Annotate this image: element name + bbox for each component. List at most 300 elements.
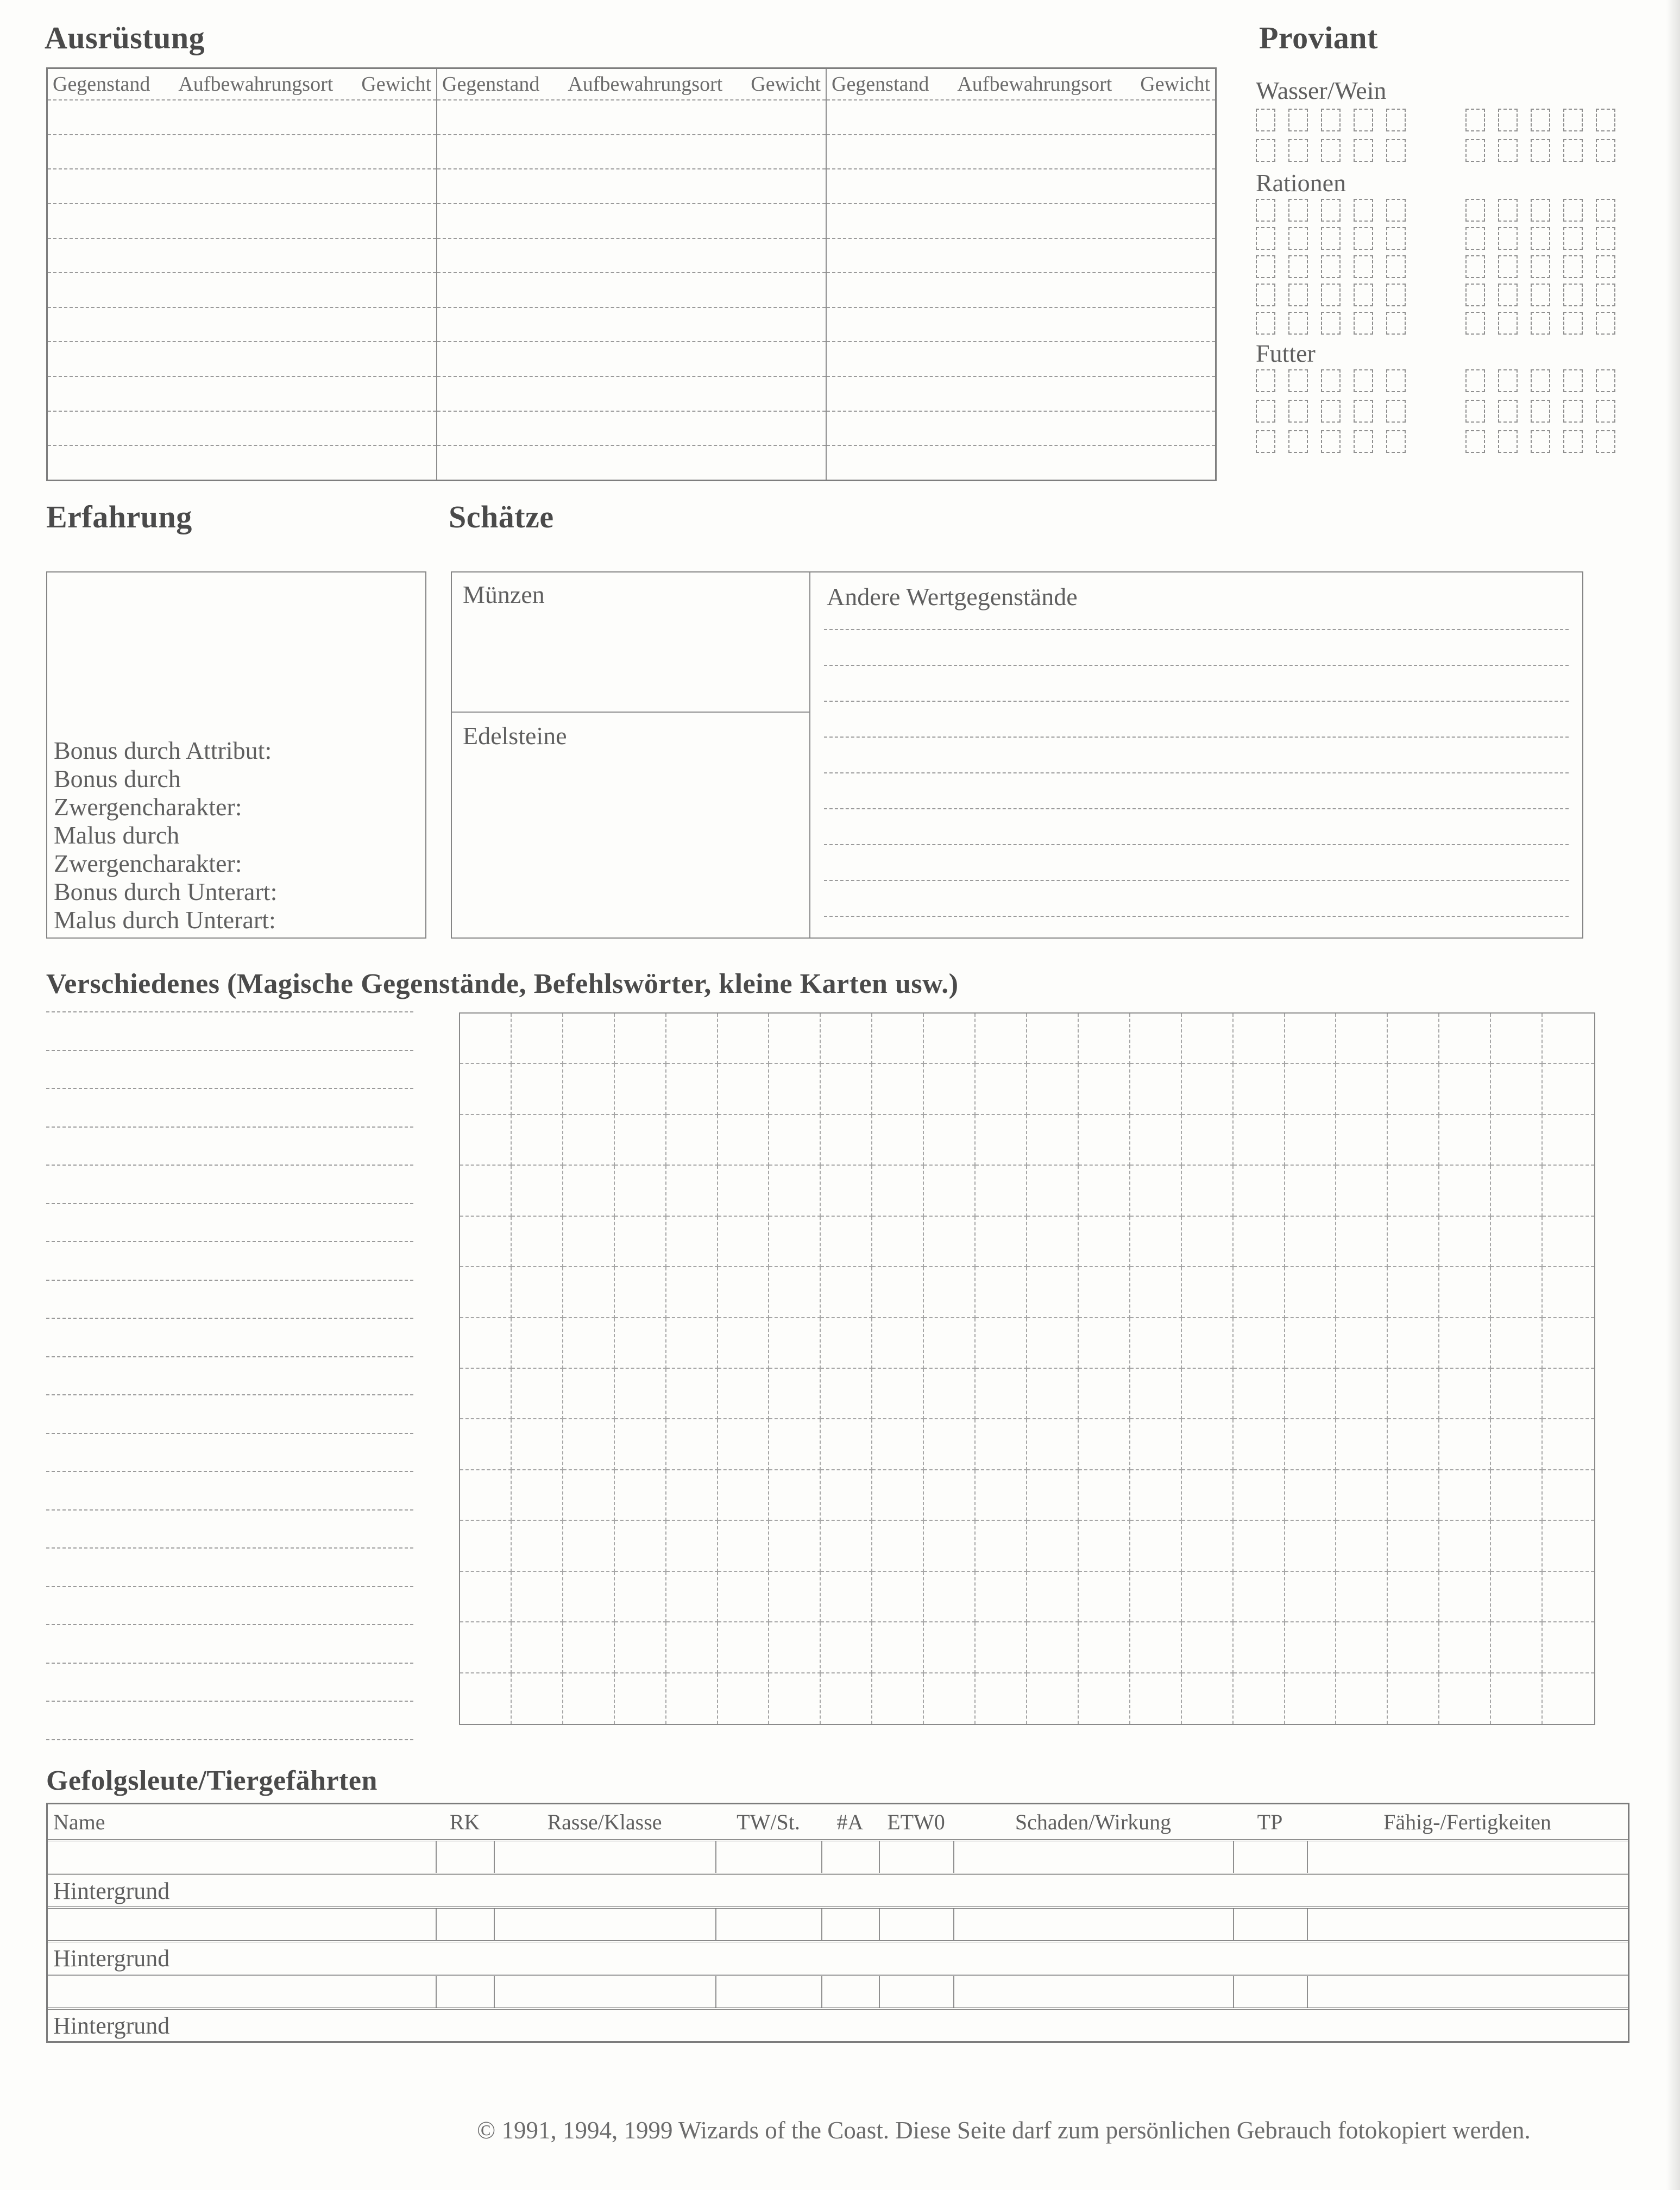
grid-cell xyxy=(1182,1318,1234,1369)
grid-cell xyxy=(1388,1521,1439,1571)
grid-cell xyxy=(563,1622,615,1673)
provision-checkbox xyxy=(1596,400,1615,423)
provision-checkbox xyxy=(1531,139,1550,162)
note-line xyxy=(46,1241,413,1242)
grid-cell xyxy=(1491,1572,1543,1622)
grid-cell xyxy=(1130,1521,1182,1571)
grid-cell xyxy=(718,1419,770,1470)
grid-cell xyxy=(666,1318,718,1369)
provisions-label: Rationen xyxy=(1256,169,1346,197)
grid-cell xyxy=(666,1622,718,1673)
grid-cell xyxy=(460,1217,512,1267)
provision-checkbox xyxy=(1288,430,1308,453)
grid-cell xyxy=(1079,1521,1130,1571)
experience-title: Erfahrung xyxy=(46,499,192,534)
grid-cell xyxy=(1439,1521,1491,1571)
grid-cell xyxy=(615,1369,666,1419)
grid-cell xyxy=(1491,1115,1543,1166)
provision-checkbox xyxy=(1596,430,1615,453)
grid-cell xyxy=(924,1521,976,1571)
checkbox-group xyxy=(1465,430,1615,453)
grid-cell xyxy=(1234,1318,1285,1369)
grid-cell xyxy=(512,1521,563,1571)
checkbox-group xyxy=(1465,312,1615,335)
grid-cell xyxy=(460,1622,512,1673)
grid-cell xyxy=(1285,1267,1337,1318)
grid-cell xyxy=(1543,1064,1594,1115)
provision-checkbox xyxy=(1563,139,1583,162)
checkbox-row xyxy=(1256,312,1619,335)
provision-checkbox xyxy=(1498,255,1518,278)
grid-cell xyxy=(666,1521,718,1571)
grid-cell xyxy=(1079,1166,1130,1216)
grid-cell xyxy=(1543,1419,1594,1470)
grid-cell xyxy=(1027,1419,1079,1470)
grid-cell xyxy=(1234,1369,1285,1419)
grid-cell xyxy=(1388,1014,1439,1064)
provision-checkbox xyxy=(1386,400,1406,423)
equipment-header-label: Gewicht xyxy=(1140,73,1210,96)
provision-checkbox xyxy=(1596,227,1615,250)
grid-cell xyxy=(769,1014,821,1064)
provision-checkbox xyxy=(1563,312,1583,335)
provision-checkbox xyxy=(1288,109,1308,131)
grid-cell xyxy=(1182,1014,1234,1064)
grid-cell xyxy=(872,1419,924,1470)
note-line xyxy=(46,1624,413,1625)
grid-cell xyxy=(666,1673,718,1724)
roster-stat-cell xyxy=(494,1976,715,2007)
grid-cell xyxy=(1388,1166,1439,1216)
grid-cell xyxy=(1130,1419,1182,1470)
provision-checkbox xyxy=(1531,284,1550,306)
checkbox-group xyxy=(1256,430,1406,453)
roster-stat-cell xyxy=(879,1841,953,1873)
grid-cell xyxy=(1079,1419,1130,1470)
equipment-table xyxy=(46,67,1217,481)
grid-cell xyxy=(666,1166,718,1216)
grid-cell xyxy=(718,1470,770,1521)
grid-cell xyxy=(718,1115,770,1166)
provision-checkbox xyxy=(1531,430,1550,453)
provision-checkbox xyxy=(1256,284,1275,306)
grid-cell xyxy=(1079,1572,1130,1622)
grid-cell xyxy=(1388,1318,1439,1369)
provision-checkbox xyxy=(1354,430,1373,453)
treasure-left-column xyxy=(452,572,810,937)
roster-header-cell: RK xyxy=(449,1809,480,1834)
grid-cell xyxy=(1491,1318,1543,1369)
checkbox-group xyxy=(1256,400,1406,423)
grid-cell xyxy=(1285,1673,1337,1724)
grid-cell xyxy=(512,1470,563,1521)
grid-cell xyxy=(1543,1166,1594,1216)
roster-stat-cell xyxy=(715,1909,821,1940)
roster-background-row xyxy=(48,1873,1628,1906)
checkbox-group xyxy=(1465,109,1615,131)
grid-cell xyxy=(821,1369,872,1419)
provision-checkbox xyxy=(1386,199,1406,222)
grid-cell xyxy=(1285,1166,1337,1216)
provision-checkbox xyxy=(1256,430,1275,453)
grid-cell xyxy=(769,1470,821,1521)
grid-cell xyxy=(1491,1419,1543,1470)
provision-checkbox xyxy=(1498,430,1518,453)
provision-checkbox xyxy=(1465,430,1485,453)
roster-stat-cell xyxy=(953,1909,1233,1940)
roster-stat-row xyxy=(48,1839,1628,1873)
grid-cell xyxy=(1027,1470,1079,1521)
grid-cell xyxy=(563,1166,615,1216)
grid-cell xyxy=(1079,1318,1130,1369)
grid-cell xyxy=(563,1318,615,1369)
grid-cell xyxy=(615,1318,666,1369)
grid-cell xyxy=(1491,1014,1543,1064)
followers-table xyxy=(46,1803,1629,2043)
grid-cell xyxy=(512,1622,563,1673)
grid-cell xyxy=(563,1014,615,1064)
grid-cell xyxy=(872,1673,924,1724)
roster-background-row xyxy=(48,2007,1628,2041)
roster-header-cell: TW/St. xyxy=(737,1809,800,1834)
roster-stat-cell xyxy=(879,1976,953,2007)
grid-cell xyxy=(615,1521,666,1571)
grid-cell xyxy=(1388,1673,1439,1724)
grid-cell xyxy=(1234,1217,1285,1267)
grid-cell xyxy=(1336,1115,1388,1166)
grid-cell xyxy=(769,1217,821,1267)
grid-cell xyxy=(1543,1217,1594,1267)
equipment-row xyxy=(827,238,1215,273)
equipment-row xyxy=(437,100,826,134)
grid-cell xyxy=(512,1673,563,1724)
grid-cell xyxy=(872,1115,924,1166)
roster-stat-cell xyxy=(715,1976,821,2007)
grid-cell xyxy=(976,1217,1027,1267)
provision-checkbox xyxy=(1498,227,1518,250)
equipment-row xyxy=(48,134,436,169)
note-line xyxy=(46,1471,413,1472)
provision-checkbox xyxy=(1256,312,1275,335)
grid-cell xyxy=(1130,1217,1182,1267)
grid-cell xyxy=(821,1521,872,1571)
provision-checkbox xyxy=(1288,369,1308,392)
roster-background-label: Hintergrund xyxy=(53,2012,170,2039)
grid-cell xyxy=(1182,1267,1234,1318)
grid-cell xyxy=(821,1572,872,1622)
grid-cell xyxy=(615,1267,666,1318)
grid-cell xyxy=(718,1572,770,1622)
roster-header-cell: Schaden/Wirkung xyxy=(1015,1809,1172,1834)
experience-box xyxy=(46,571,426,939)
grid-cell xyxy=(1285,1521,1337,1571)
provision-checkbox xyxy=(1288,227,1308,250)
valuables-line xyxy=(824,844,1569,845)
grid-cell xyxy=(718,1217,770,1267)
provision-checkbox xyxy=(1354,312,1373,335)
grid-cell xyxy=(615,1115,666,1166)
grid-cell xyxy=(718,1318,770,1369)
grid-cell xyxy=(924,1369,976,1419)
grid-cell xyxy=(1543,1572,1594,1622)
grid-cell xyxy=(821,1115,872,1166)
grid-cell xyxy=(718,1014,770,1064)
grid-cell xyxy=(769,1572,821,1622)
grid-cell xyxy=(1027,1166,1079,1216)
checkbox-group xyxy=(1256,255,1406,278)
grid-cell xyxy=(1439,1217,1491,1267)
valuables-line xyxy=(824,737,1569,738)
grid-cell xyxy=(872,1572,924,1622)
provision-checkbox xyxy=(1386,255,1406,278)
grid-cell xyxy=(872,1521,924,1571)
grid-cell xyxy=(924,1419,976,1470)
grid-cell xyxy=(1439,1064,1491,1115)
grid-cell xyxy=(1079,1267,1130,1318)
grid-cell xyxy=(718,1369,770,1419)
provision-checkbox xyxy=(1354,199,1373,222)
grid-cell xyxy=(1182,1369,1234,1419)
roster-stat-cell xyxy=(953,1976,1233,2007)
grid-cell xyxy=(1491,1521,1543,1571)
grid-cell xyxy=(1336,1369,1388,1419)
experience-line: Zwergencharakter: xyxy=(54,849,242,877)
grid-cell xyxy=(1130,1014,1182,1064)
grid-cell xyxy=(769,1673,821,1724)
checkbox-group xyxy=(1256,312,1406,335)
grid-cell xyxy=(1543,1267,1594,1318)
provision-checkbox xyxy=(1321,109,1341,131)
roster-stat-cell xyxy=(1233,1976,1307,2007)
provision-checkbox xyxy=(1531,369,1550,392)
grid-cell xyxy=(769,1064,821,1115)
grid-cell xyxy=(1491,1166,1543,1216)
roster-stat-cell xyxy=(879,1909,953,1940)
checkbox-group xyxy=(1465,369,1615,392)
grid-cell xyxy=(872,1064,924,1115)
grid-cell xyxy=(512,1014,563,1064)
grid-cell xyxy=(1130,1115,1182,1166)
roster-stat-cell xyxy=(436,1976,494,2007)
experience-line: Zwergencharakter: xyxy=(54,793,242,821)
grid-cell xyxy=(563,1217,615,1267)
provision-checkbox xyxy=(1465,312,1485,335)
equipment-row xyxy=(48,100,436,134)
grid-cell xyxy=(1079,1369,1130,1419)
grid-cell xyxy=(460,1115,512,1166)
grid-cell xyxy=(1336,1470,1388,1521)
provision-checkbox xyxy=(1354,109,1373,131)
provision-checkbox xyxy=(1498,109,1518,131)
roster-stat-cell xyxy=(715,1841,821,1873)
equipment-row xyxy=(437,238,826,273)
gems-cell xyxy=(452,713,809,937)
checkbox-group xyxy=(1256,139,1406,162)
grid-cell xyxy=(460,1267,512,1318)
equipment-header-label: Aufbewahrungsort xyxy=(178,73,334,96)
equipment-row xyxy=(48,272,436,307)
grid-cell xyxy=(460,1064,512,1115)
experience-line: Malus durch Unterart: xyxy=(54,906,276,934)
grid-cell xyxy=(1543,1014,1594,1064)
checkbox-row xyxy=(1256,284,1619,306)
grid-cell xyxy=(1388,1419,1439,1470)
grid-cell xyxy=(1388,1622,1439,1673)
roster-stat-cell xyxy=(1307,1909,1628,1940)
grid-cell xyxy=(1439,1115,1491,1166)
grid-cell xyxy=(512,1572,563,1622)
grid-cell xyxy=(872,1470,924,1521)
roster-stat-cell xyxy=(953,1841,1233,1873)
provision-checkbox xyxy=(1354,400,1373,423)
provision-checkbox xyxy=(1531,255,1550,278)
equipment-row xyxy=(827,411,1215,445)
grid-cell xyxy=(1439,1673,1491,1724)
grid-cell xyxy=(1130,1470,1182,1521)
grid-cell xyxy=(1027,1064,1079,1115)
note-line xyxy=(46,1011,413,1012)
miscellaneous-note-lines xyxy=(46,1011,413,1777)
grid-cell xyxy=(1491,1470,1543,1521)
grid-cell xyxy=(1027,1572,1079,1622)
provisions-label: Wasser/Wein xyxy=(1256,77,1387,104)
grid-cell xyxy=(821,1166,872,1216)
grid-cell xyxy=(976,1166,1027,1216)
grid-cell xyxy=(1182,1115,1234,1166)
checkbox-row xyxy=(1256,255,1619,278)
grid-cell xyxy=(1027,1622,1079,1673)
grid-cell xyxy=(1491,1267,1543,1318)
grid-cell xyxy=(924,1572,976,1622)
grid-cell xyxy=(1079,1470,1130,1521)
grid-cell xyxy=(460,1369,512,1419)
grid-cell xyxy=(821,1419,872,1470)
roster-stat-cell xyxy=(821,1976,879,2007)
checkbox-group xyxy=(1256,227,1406,250)
equipment-header-label: Gewicht xyxy=(751,73,821,96)
provision-checkbox xyxy=(1288,312,1308,335)
roster-stat-cell xyxy=(494,1909,715,1940)
experience-line: Bonus durch xyxy=(54,765,181,792)
grid-cell xyxy=(976,1419,1027,1470)
checkbox-row xyxy=(1256,139,1619,162)
grid-cell xyxy=(1027,1267,1079,1318)
grid-cell xyxy=(1388,1572,1439,1622)
grid-cell xyxy=(924,1318,976,1369)
grid-cell xyxy=(718,1064,770,1115)
provision-checkbox xyxy=(1288,255,1308,278)
equipment-row xyxy=(827,272,1215,307)
grid-cell xyxy=(615,1419,666,1470)
provision-checkbox xyxy=(1256,199,1275,222)
equipment-header-label: Gegenstand xyxy=(442,73,540,96)
grid-cell xyxy=(872,1622,924,1673)
provision-checkbox xyxy=(1321,430,1341,453)
provision-checkbox xyxy=(1288,199,1308,222)
grid-cell xyxy=(1491,1064,1543,1115)
grid-cell xyxy=(615,1470,666,1521)
note-line xyxy=(46,1509,413,1511)
provision-checkbox xyxy=(1465,139,1485,162)
provision-checkbox xyxy=(1256,369,1275,392)
roster-stat-cell xyxy=(48,1976,436,2007)
grid-cell xyxy=(1543,1622,1594,1673)
grid-cell xyxy=(1182,1166,1234,1216)
checkbox-group xyxy=(1465,139,1615,162)
equipment-row xyxy=(437,445,826,480)
provision-checkbox xyxy=(1386,109,1406,131)
checkbox-group xyxy=(1256,284,1406,306)
grid-cell xyxy=(1234,1267,1285,1318)
provision-checkbox xyxy=(1563,369,1583,392)
grid-cell xyxy=(976,1064,1027,1115)
grid-cell xyxy=(1285,1369,1337,1419)
grid-cell xyxy=(563,1064,615,1115)
provision-checkbox xyxy=(1531,109,1550,131)
grid-cell xyxy=(666,1267,718,1318)
grid-cell xyxy=(1285,1217,1337,1267)
grid-cell xyxy=(1130,1064,1182,1115)
experience-line: Bonus durch Unterart: xyxy=(54,878,278,905)
note-line xyxy=(46,1547,413,1549)
grid-cell xyxy=(1491,1217,1543,1267)
grid-cell xyxy=(976,1115,1027,1166)
grid-cell xyxy=(1336,1267,1388,1318)
equipment-row xyxy=(827,445,1215,480)
equipment-column-group xyxy=(436,69,826,480)
grid-cell xyxy=(718,1673,770,1724)
grid-cell xyxy=(1182,1064,1234,1115)
provision-checkbox xyxy=(1386,284,1406,306)
provision-checkbox xyxy=(1498,284,1518,306)
roster-stat-cell xyxy=(1307,1841,1628,1873)
roster-stat-cell xyxy=(494,1841,715,1873)
provision-checkbox xyxy=(1256,400,1275,423)
grid-cell xyxy=(1439,1622,1491,1673)
grid-cell xyxy=(1439,1419,1491,1470)
provision-checkbox xyxy=(1321,227,1341,250)
coins-label: Münzen xyxy=(463,581,545,608)
provision-checkbox xyxy=(1386,227,1406,250)
checkbox-group xyxy=(1465,255,1615,278)
grid-cell xyxy=(924,1673,976,1724)
provisions-subsection xyxy=(1256,340,1619,453)
checkbox-group xyxy=(1465,400,1615,423)
grid-cell xyxy=(976,1622,1027,1673)
grid-cell xyxy=(769,1115,821,1166)
grid-cell xyxy=(460,1166,512,1216)
grid-cell xyxy=(1543,1673,1594,1724)
grid-cell xyxy=(666,1115,718,1166)
roster-header-cell: Fähig-/Fertigkeiten xyxy=(1383,1809,1551,1834)
grid-cell xyxy=(1439,1166,1491,1216)
grid-cell xyxy=(666,1572,718,1622)
grid-cell xyxy=(563,1267,615,1318)
grid-cell xyxy=(512,1369,563,1419)
equipment-header-row xyxy=(437,69,826,100)
grid-cell xyxy=(1182,1521,1234,1571)
grid-cell xyxy=(1027,1014,1079,1064)
checkbox-group xyxy=(1465,199,1615,222)
grid-cell xyxy=(1027,1115,1079,1166)
grid-cell xyxy=(512,1217,563,1267)
grid-cell xyxy=(1182,1572,1234,1622)
grid-cell xyxy=(769,1369,821,1419)
provision-checkbox xyxy=(1288,284,1308,306)
miscellaneous-grid xyxy=(459,1012,1595,1725)
grid-cell xyxy=(924,1014,976,1064)
roster-stat-cell xyxy=(436,1909,494,1940)
